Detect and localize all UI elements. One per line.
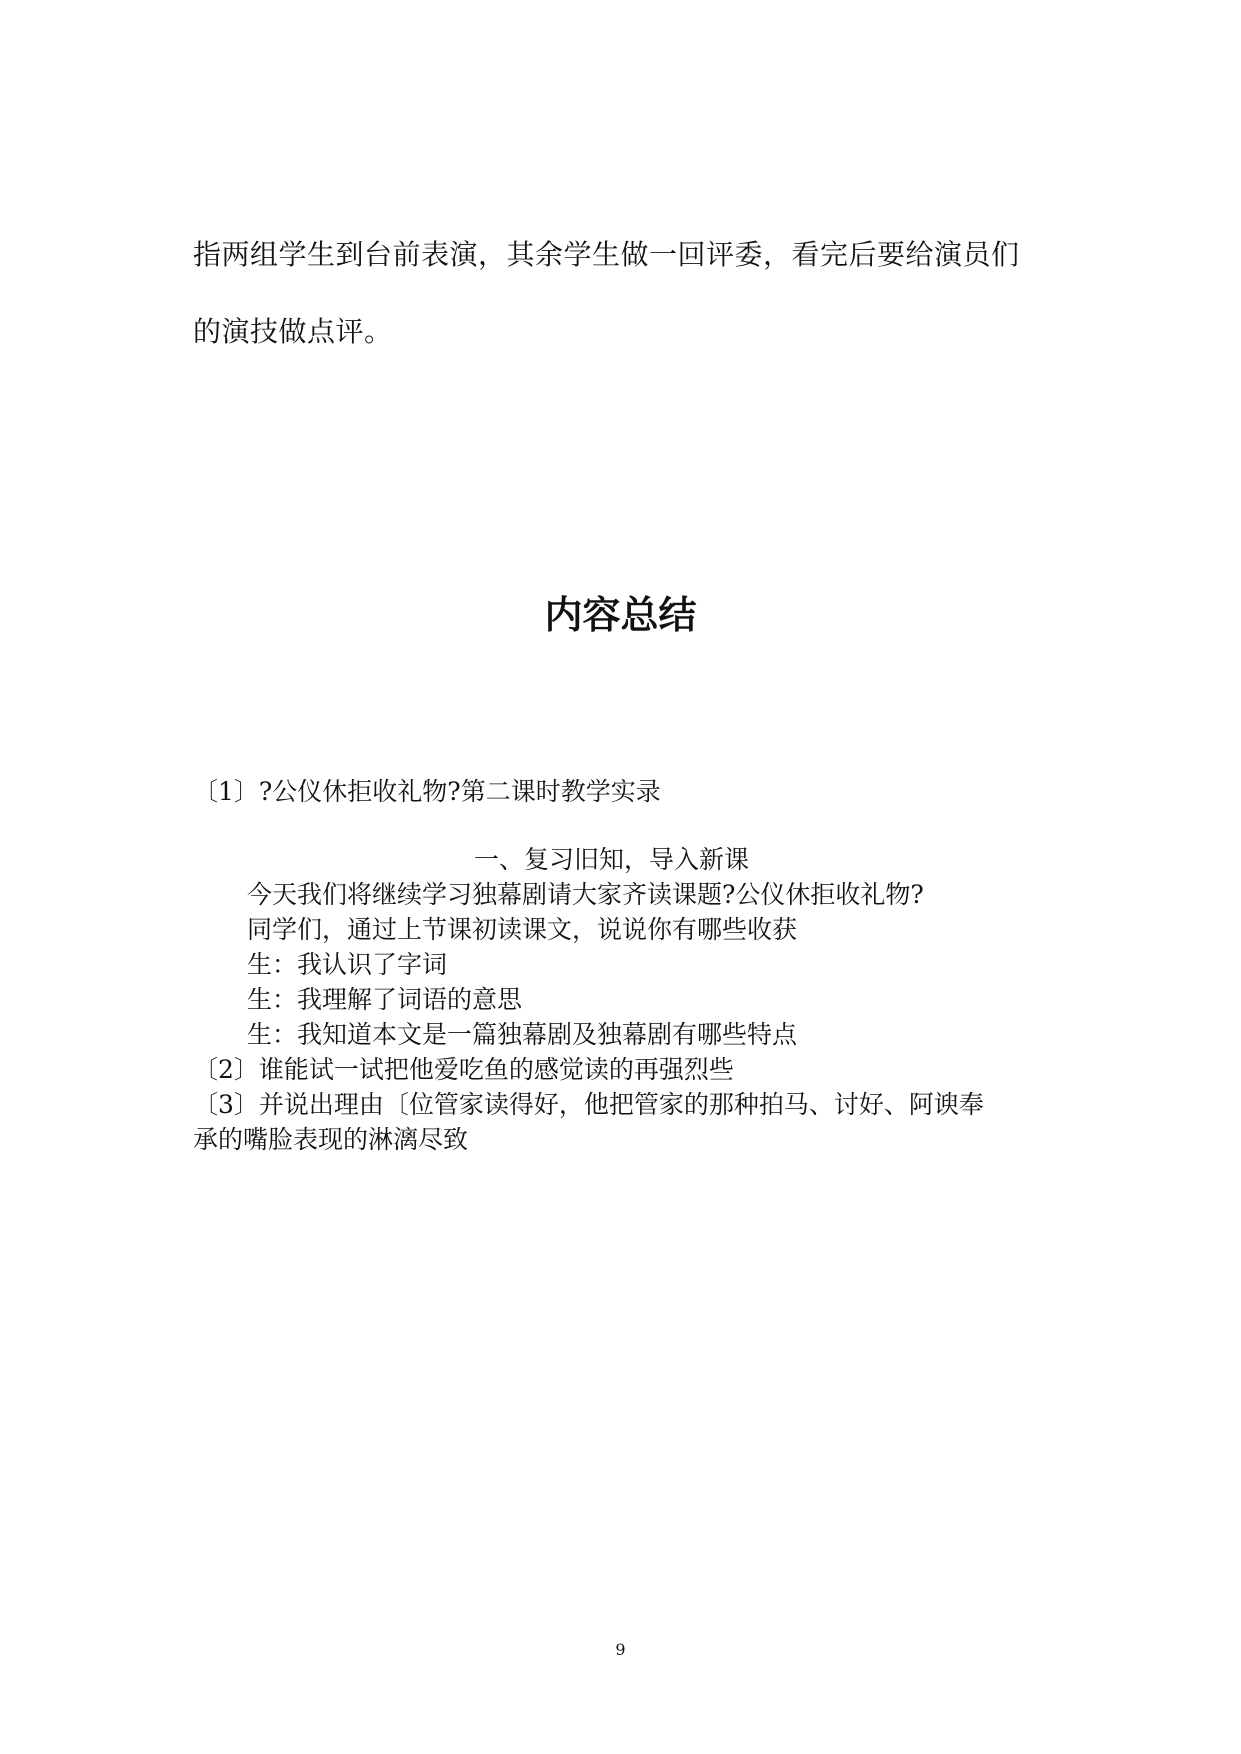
summary-paragraph-4: 生：我理解了词语的意思 bbox=[247, 985, 523, 1014]
summary-item-2: 〔2〕谁能试一试把他爱吃鱼的感觉读的再强烈些 bbox=[193, 1055, 734, 1084]
summary-paragraph-3: 生：我认识了字词 bbox=[247, 950, 448, 979]
summary-paragraph-5: 生：我知道本文是一篇独幕剧及独幕剧有哪些特点 bbox=[247, 1020, 798, 1049]
summary-paragraph-1: 今天我们将继续学习独幕剧请大家齐读课题?公仪休拒收礼物? bbox=[247, 880, 924, 909]
summary-title: 内容总结 bbox=[544, 593, 697, 637]
section-heading: 一、复习旧知，导入新课 bbox=[474, 845, 750, 874]
intro-line-2: 的演技做点评。 bbox=[193, 315, 393, 348]
summary-paragraph-2: 同学们，通过上节课初读课文，说说你有哪些收获 bbox=[247, 915, 798, 944]
summary-item-3-line-1: 〔3〕并说出理由〔位管家读得好，他把管家的那种拍马、讨好、阿谀奉 bbox=[193, 1090, 984, 1119]
summary-item-1: 〔1〕?公仪休拒收礼物?第二课时教学实录 bbox=[193, 777, 661, 806]
summary-item-3-line-2: 承的嘴脸表现的淋漓尽致 bbox=[193, 1125, 469, 1154]
intro-line-1: 指两组学生到台前表演，其余学生做一回评委，看完后要给演员们 bbox=[193, 238, 1020, 271]
page-number: 9 bbox=[615, 1640, 626, 1659]
